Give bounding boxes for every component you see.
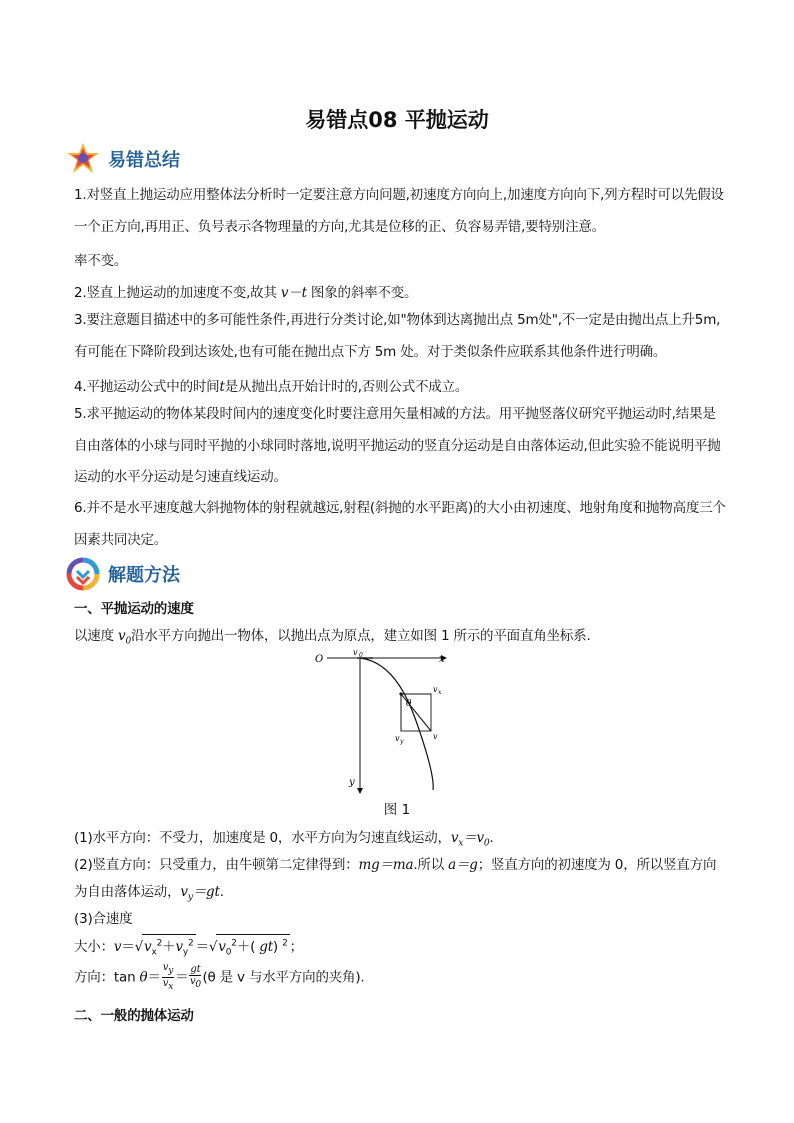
y-axis-label: y — [349, 777, 355, 788]
v0-label: v — [353, 648, 358, 657]
vertical-direction-text: (2)竖直方向：只受重力，由牛顿第二定律得到：mg＝ma.所以 a＝g；竖直方向的初速度为 0，所以竖直方向 — [74, 857, 717, 873]
summary-item-4: 4.平抛运动公式中的时间t是从抛出点开始计时的,否则公式不成立。 — [74, 379, 469, 395]
star-badge-icon — [66, 142, 100, 176]
v-label: v — [433, 732, 438, 741]
svg-text:y: y — [400, 738, 404, 745]
v-t-symbol: v－t — [280, 285, 307, 301]
theta-label: θ — [406, 699, 412, 709]
combined-velocity-heading: (3)合速度 — [74, 911, 133, 927]
subheading-general: 二、一般的抛体运动 — [74, 1008, 194, 1024]
summary-item-3: 3.要注意题目描述中的多可能性条件,再进行分类讨论,如"物体到达离抛出点 5m处",不一定是由抛出点上升5m,有可能在下降阶段到达该处,也有可能在抛出点下方 5m 处。对于类似条件应联系其他条件进行明确。 — [74, 312, 721, 360]
subheading-velocity: 一、平抛运动的速度 — [74, 601, 194, 617]
direction-formula: 方向：tan θ＝ $\frac{v_y}{v_x}$ ＝ $\frac{gt}{v_0}$ (θ 是 v 与水平方向的夹角). — [74, 962, 365, 992]
summary-item-2: 2.竖直上抛运动的加速度不变,故其 v－t 图象的斜率不变。 — [74, 285, 418, 301]
summary-fragment: 率不变。 — [74, 253, 128, 269]
projectile-figure — [305, 648, 455, 796]
section-heading: 解题方法 — [108, 565, 180, 586]
particle-point — [399, 692, 402, 695]
summary-item-1: 1.对竖直上抛运动应用整体法分析时一定要注意方向问题,初速度方向向上,加速度方向向下,列方程时可以先假设一个正方向,再用正、负号表示各物理量的方向,尤其是位移的正、负容易弄错,要特别注意。 — [74, 187, 724, 235]
summary-item-6: 6.并不是水平速度越大斜抛物体的射程就越远,射程(斜抛的水平距离)的大小由初速度、地射角度和抛物高度三个因素共同决定。 — [74, 500, 726, 548]
section-header-summary — [66, 141, 180, 177]
page-title: 易错点08 平抛运动 — [305, 108, 489, 132]
intro-text: 以速度 $v_0$沿水平方向抛出一物体，以抛出点为原点，建立如图 1 所示的平面直角坐标系. — [74, 628, 591, 647]
figure-caption: 图 1 — [383, 802, 411, 818]
magnitude-formula: 大小：$v=√v_x^2+v_y^2 =√v_0^2+$( gt) $^2$ ； — [74, 934, 303, 958]
svg-text:x: x — [438, 689, 442, 696]
trajectory-curve — [360, 658, 433, 790]
horizontal-direction-text: (1)水平方向：不受力，加速度是 0，水平方向为匀速直线运动，$v_x=v_0$. — [74, 830, 494, 849]
summary-item-5: 5.求平抛运动的物体某段时间内的速度变化时要注意用矢量相减的方法。用平抛竖落仪研究平抛运动时,结果是自由落体的小球与同时平抛的小球同时落地,说明平抛运动的竖直分运动是自由落体运动,但此实验不能说明平抛运动的水平分运动是匀速直线运动。 — [74, 406, 721, 485]
section-header-methods — [66, 556, 180, 592]
x-axis-label: x — [439, 654, 445, 665]
vy-label: v — [395, 734, 400, 743]
origin-label: O — [315, 654, 324, 665]
vertical-direction-text-cont: 为自由落体运动，$v_y=gt$. — [74, 884, 224, 903]
vx-label: v — [433, 685, 438, 694]
section-heading: 易错总结 — [108, 150, 180, 171]
svg-text:0: 0 — [359, 652, 363, 659]
ring-logo-icon — [66, 557, 100, 591]
